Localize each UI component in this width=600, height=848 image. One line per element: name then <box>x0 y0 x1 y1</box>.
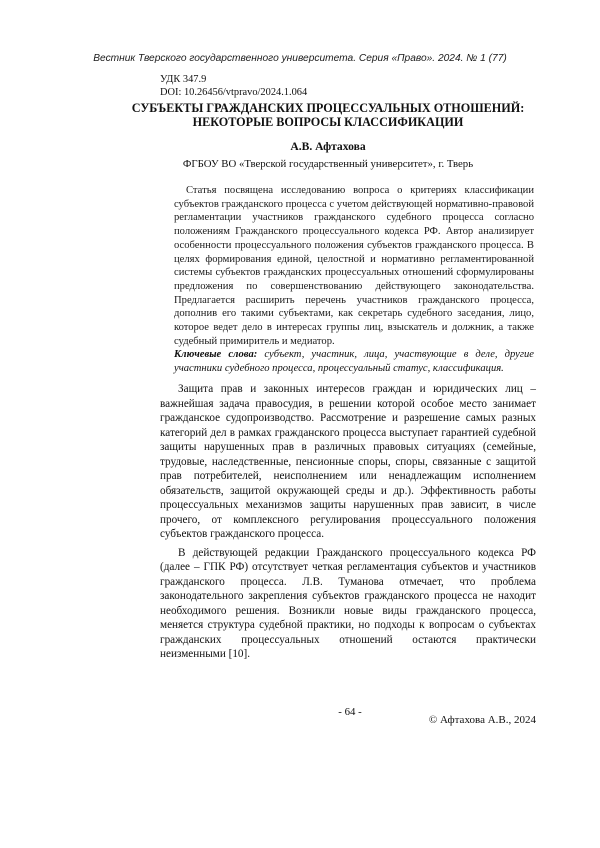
body-paragraph: Защита прав и законных интересов граждан и юридических лиц – важнейшая задача правосудия, в решении которой особое место занимает гражданское судопроизводство. Рассмотрение и разрешение самых разных категорий дел в рамках гражданского процесса выступает гарантией судебной защиты нарушенных прав в различных правовых ситуациях (семейные, трудовые, наследственные, пенсионные споры, споры, связанные с защитой прав потребителей, неисполнением или ненадлежащим исполнением обязательств, защитой окружающей среды и др.). Эффективность работы процессуальных механизмов защиты нарушенных прав зависит, в числе прочего, от комплексного регулирования процессуального положения субъектов гражданского процесса. <box>160 383 536 540</box>
copyright-notice: © Афтахова А.В., 2024 <box>428 714 536 726</box>
article-title: СУБЪЕКТЫ ГРАЖДАНСКИХ ПРОЦЕССУАЛЬНЫХ ОТНОШЕНИЙ: НЕКОТОРЫЕ ВОПРОСЫ КЛАССИФИКАЦИИ <box>131 101 525 129</box>
article-body <box>160 382 536 666</box>
keywords-text: субъект, участник, лица, участвующие в деле, другие участники судебного процесса, процессуальный статус, классификация. <box>174 349 534 374</box>
udc-code: УДК 347.9 <box>160 74 207 85</box>
journal-running-head: Вестник Тверского государственного университета. Серия «Право». 2024. № 1 (77) <box>93 53 507 64</box>
doi: DOI: 10.26456/vtpravo/2024.1.064 <box>160 86 308 98</box>
page-number: - 64 - <box>338 706 362 718</box>
author-affiliation: ФГБОУ ВО «Тверской государственный университет», г. Тверь <box>182 158 474 170</box>
keywords-label: Ключевые слова: <box>174 349 258 360</box>
article-meta <box>160 74 307 99</box>
author-name: А.В. Афтахова <box>290 140 366 153</box>
keywords <box>174 348 534 375</box>
abstract: Статья посвящена исследованию вопроса о критериях классификации субъектов гражданского процесса с учетом действующей нормативно-правовой регламентации участников гражданского судебного процесса согласно положениям Гражданского процессуального кодекса РФ. Автор анализирует особенности процессуального положения субъектов гражданского процесса. В целях формирования единой, целостной и нормативно регламентированной системы субъектов гражданских процессуальных отношений сформулированы предложения по совершенствованию действующего законодательства. Предлагается расширить перечень участников гражданского процесса, дополнив его такими субъектами, как секретарь судебного заседания, лицо, которое ведет дело в интересах группы лиц, взыскатель и должник, а также судебный примиритель и медиатор. <box>174 185 534 347</box>
body-paragraph: В действующей редакции Гражданского процессуального кодекса РФ (далее – ГПК РФ) отсутствует четкая регламентация субъектов и участников гражданского процесса. Л.В. Туманова отмечает, что проблема законодательного закрепления субъектов гражданского процесса не находит необходимого решения. Возникли новые виды гражданского процесса, меняется структура судебной практики, но подходы к вопросам о субъектах гражданских процессуальных отношений остаются практически неизменными [10]. <box>160 546 536 660</box>
